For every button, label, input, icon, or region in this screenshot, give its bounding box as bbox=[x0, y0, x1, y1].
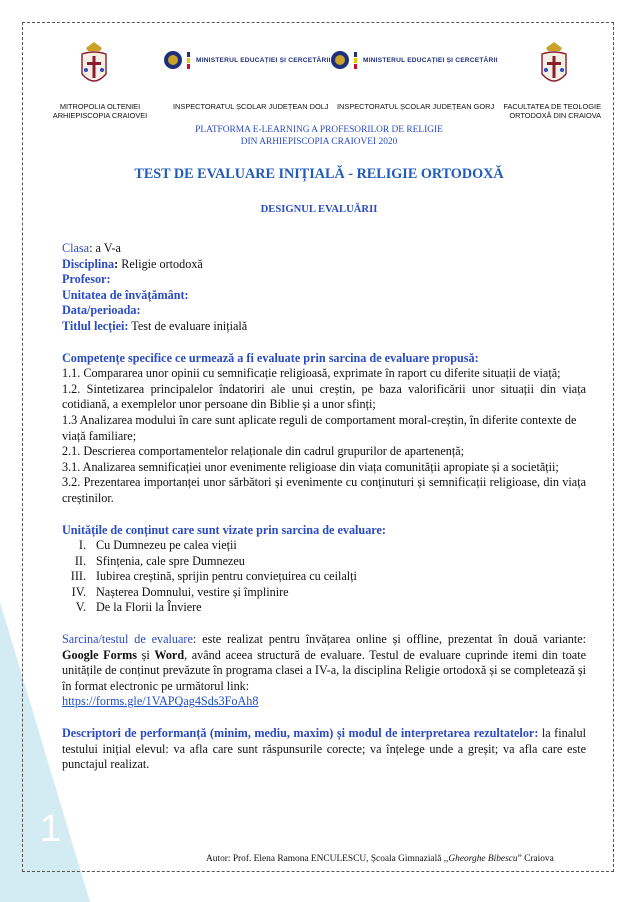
info-data: Data/perioada: bbox=[62, 303, 141, 318]
info-disciplina: Disciplina: Religie ortodoxă bbox=[62, 256, 203, 271]
list-item: IV. Nașterea Domnului, vestire și împlinire bbox=[71, 584, 289, 599]
ministry-text: MINISTERUL EDUCAȚIEI ȘI CERCETĂRII bbox=[363, 56, 498, 64]
unitati-heading: Unitățile de conținut care sunt vizate prin sarcina de evaluare: bbox=[62, 522, 386, 537]
document-body bbox=[62, 241, 586, 773]
info-titlul: Titlul lecției: Test de evaluare inițială bbox=[62, 318, 248, 333]
competenta-item: 3.2. Prezentarea importanței unor sărbători și evenimente cu conținuturi și semnificații religioase, din viața creștinilor. bbox=[62, 475, 586, 505]
romanian-flag-icon bbox=[354, 52, 357, 69]
list-item: I. Cu Dumnezeu pe calea vieții bbox=[78, 538, 237, 553]
competente-heading: Competențe specifice ce urmează a fi evaluate prin sarcina de evaluare propusă: bbox=[62, 350, 479, 365]
list-item: II. Sfințenia, cale spre Dumnezeu bbox=[74, 553, 245, 568]
ministry-seal-icon bbox=[163, 50, 183, 70]
institution-isj-gorj: INSPECTORATUL ȘCOLAR JUDEȚEAN GORJ bbox=[337, 102, 495, 111]
metropolis-crest-logo bbox=[76, 40, 112, 90]
google-forms-link[interactable]: https://forms.gle/1VAPQag4Sds3FoAh8 bbox=[62, 694, 259, 709]
platform-heading: PLATFORMA E-LEARNING A PROFESORILOR DE RELIGIE DIN ARHIEPISCOPIA CRAIOVEI 2020 bbox=[195, 125, 443, 147]
list-item: III. Iubirea creștină, sprijin pentru conviețuirea cu ceilalți bbox=[70, 569, 357, 584]
info-unitatea: Unitatea de învățământ: bbox=[62, 287, 189, 302]
competenta-item: 1.3 Analizarea modului în care sunt aplicate reguli de comportament moral-creștin, în diferite contexte de viață familiare; bbox=[62, 412, 577, 443]
ministry-text: MINISTERUL EDUCAȚIEI ȘI CERCETĂRII bbox=[196, 56, 331, 64]
institution-isj-dolj: INSPECTORATUL ȘCOLAR JUDEȚEAN DOLJ bbox=[173, 102, 329, 111]
institution-faculty: FACULTATEA DE TEOLOGIE ORTODOXĂ DIN CRAIOVA bbox=[503, 102, 601, 120]
competenta-item: 2.1. Descrierea comportamentelor relaționale din cadrul grupurilor de apartenență; bbox=[62, 444, 465, 459]
info-profesor: Profesor: bbox=[62, 272, 111, 287]
descriptori-paragraph: Descriptori de performanță (minim, mediu, maxim) și modul de interpretarea rezultatelor: la finalul testului inițial elevul: va afla care sunt răspunsurile corecte; va înțelege unde a greșit; va afla care este punctajul realizat. bbox=[62, 726, 586, 772]
competenta-item: 1.1. Compararea unor opinii cu semnificație religioasă, exprimate în raport cu diferite situații de viață; bbox=[62, 366, 561, 381]
page-title: TEST DE EVALUARE INIȚIALĂ - RELIGIE ORTODOXĂ bbox=[134, 166, 504, 182]
page-number: 1 bbox=[40, 808, 62, 850]
page-footer: Autor: Prof. Elena Ramona ENCULESCU, Școala Gimnazială ,,Gheorghe Bibescu” Craiova bbox=[206, 854, 554, 864]
list-item: V. De la Florii la Înviere bbox=[75, 600, 202, 615]
faculty-crest-logo bbox=[536, 40, 572, 90]
competenta-item: 1.2. Sintetizarea principalelor îndatoriri ale unui creștin, pe baza valorificării unor situații din viața cotidiană, a exemplelor unor persoane din Biblie și a unor sfinți; bbox=[62, 381, 586, 412]
sarcina-paragraph: Sarcina/testul de evaluare: este realizat pentru învățarea online și offline, prezentat în două variante: Google Forms și Word, având aceea structură de evaluare. Testul de evaluare cuprinde itemi din toate unitățile de conținut prevăzute în programa clasei a IV-a, la disciplina Religie ortodoxă și se completează și în format electronic pe următorul link: bbox=[62, 632, 587, 693]
institution-metropolis: MITROPOLIA OLTENIEI ARHIEPISCOPIA CRAIOVEI bbox=[52, 102, 148, 120]
ministry-seal-icon bbox=[330, 50, 350, 70]
competenta-item: 3.1. Analizarea semnificației unor evenimente religioase din viața comunității apropiate și a societății; bbox=[62, 459, 559, 474]
ministry-logo-gorj bbox=[330, 50, 498, 70]
page-subtitle: DESIGNUL EVALUĂRII bbox=[260, 204, 378, 215]
ministry-logo-dolj bbox=[163, 50, 331, 70]
romanian-flag-icon bbox=[187, 52, 190, 69]
info-clasa: Clasa: a V-a bbox=[62, 241, 121, 255]
